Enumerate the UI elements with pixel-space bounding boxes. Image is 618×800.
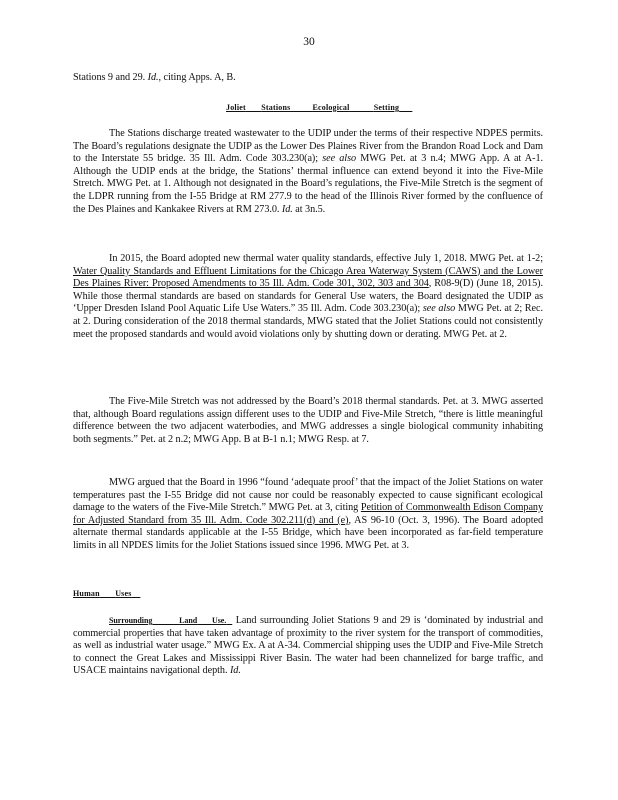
- p5-label-surrounding: Surrounding: [109, 616, 153, 625]
- heading-human-uses: [73, 589, 140, 598]
- intro-line: [73, 72, 543, 85]
- p1-part-a: The Stations discharge treated wastewater to the UDIP under the terms of their respective NDPES permits. The Board’s regulations designate the UDIP as the Lower Des Plaines River from the Brandon Road Lock and Dam to the Interstate 55 bridge. 35 Ill. Adm. Code 303.230(a);: [73, 128, 543, 165]
- p1-id-cite: Id.: [281, 203, 293, 215]
- p1-part-b: MWG Pet. at 3 n.4; MWG App. A at A-1. Although the UDIP ends at the bridge, the Stations’ thermal influence can extend beyond it into the Five-Mile Stretch. MWG Pet. at 1. Although not designated in the Board’s regulations, the Five-Mile Stretch is the segment of the LDPR running from the I-55 Bridge at RM 277.9 to the head of the Illinois River formed by the confluence of the Des Plaines and Kankakee Rivers at RM 273.0.: [73, 153, 543, 215]
- paragraph-2015-thermal-standards: [73, 253, 543, 341]
- intro-rest: , citing Apps. A, B.: [158, 72, 236, 83]
- intro-id-cite: Id.: [147, 72, 159, 83]
- p1-see-also: see also: [322, 153, 357, 165]
- p1-part-c: at 3n.5.: [292, 203, 326, 215]
- p2-part-b: , R08-9(D) (June 18, 2015). While those thermal standards are based on standards for General Use waters, the Board designated the UDIP as ‘Upper Dresden Island Pool Aquatic Life Use Waters.” 35 Ill. Adm. Code 303.230(a);: [73, 278, 543, 315]
- p2-part-a: In 2015, the Board adopted new thermal water quality standards, effective July 1, 2018. MWG Pet. at 1-2;: [109, 253, 543, 264]
- p2-see-also: see also: [422, 303, 456, 315]
- paragraph-stations-discharge: [73, 128, 543, 216]
- heading-word-uses: Uses: [115, 589, 132, 598]
- p4-part-a: MWG argued that the Board in 1996 “found ‘adequate proof’ that the impact of the Joliet Stations on water temperatures past the I-55 Bridge did not cause nor could be reasonably expected to cause significant ecological damage to the waters of the Five-Mile Stretch.” MWG Pet. at 3, citing: [73, 477, 543, 514]
- p2-rulemaking-title: Water Quality Standards and Effluent Limitations for the Chicago Area Waterway System (CAWS) and the Lower Des Plaines River: Proposed Amendments to 35 Ill. Adm. Code 301, 302, 303 and 304: [73, 265, 543, 290]
- intro-text: Stations 9 and 29.: [73, 72, 146, 83]
- p2-part-c: MWG Pet. at 2; Rec. at 2. During consideration of the 2018 thermal standards, MWG stated that the Joliet Stations could not consistently meet the proposed standards and would avoid violations only by shutting down or derating. MWG Pet. at 2.: [73, 303, 543, 340]
- paragraph-1996-adjusted-standard: [73, 477, 543, 553]
- paragraph-five-mile-stretch: The Five-Mile Stretch was not addressed by the Board’s 2018 thermal standards. Pet. at 3. MWG asserted that, although Board regulations assign different uses to the UDIP and Five-Mile Stretch, “there is little meaningful difference between the two adjacent waterbodies, and MWG addresses a single biological community inhabiting both segments.” Pet. at 2 n.2; MWG App. B at B-1 n.1; MWG Resp. at 7.: [73, 396, 543, 445]
- p4-case-title: Petition of Commonwealth Edison Company for Adjusted Standard from 35 Ill. Adm. Code 302.211(d) and (e): [73, 502, 543, 526]
- p5-id-cite: Id.: [229, 665, 241, 677]
- heading-word-human: Human: [73, 589, 100, 598]
- heading-joliet-ecological-setting: [226, 103, 412, 112]
- p5-label-use: Use.: [212, 616, 227, 625]
- p5-label-land: Land: [179, 616, 198, 625]
- heading-word-joliet: Joliet: [226, 103, 246, 112]
- heading-word-setting: Setting: [373, 103, 400, 112]
- heading-word-stations: Stations: [261, 103, 291, 112]
- p4-part-b: , AS 96-10 (Oct. 3, 1996). The Board adopted alternate thermal standards applicable at the I-55 Bridge, which have been incorporated as far-field temperature limits in all NPDES limits for the Joliet Stations issued since 1996. MWG Pet. at 3.: [73, 514, 543, 551]
- p5-subheading: [109, 616, 232, 625]
- p5-part-a: Land surrounding Joliet Stations 9 and 29 is ‘dominated by industrial and commercial properties that have taken advantage of proximity to the river system for the transport of commodities, as well as industrial water usage.” MWG Ex. A at A-34. Commercial shipping uses the UDIP and Five-Mile Stretch to connect the Great Lakes and Mississippi River Basin. The water had been channelized for barge traffic, and USACE maintains navigational depth.: [73, 615, 543, 677]
- heading-word-ecological: Ecological: [312, 103, 350, 112]
- paragraph-surrounding-land-use: [73, 615, 543, 678]
- page-number: 30: [303, 36, 315, 48]
